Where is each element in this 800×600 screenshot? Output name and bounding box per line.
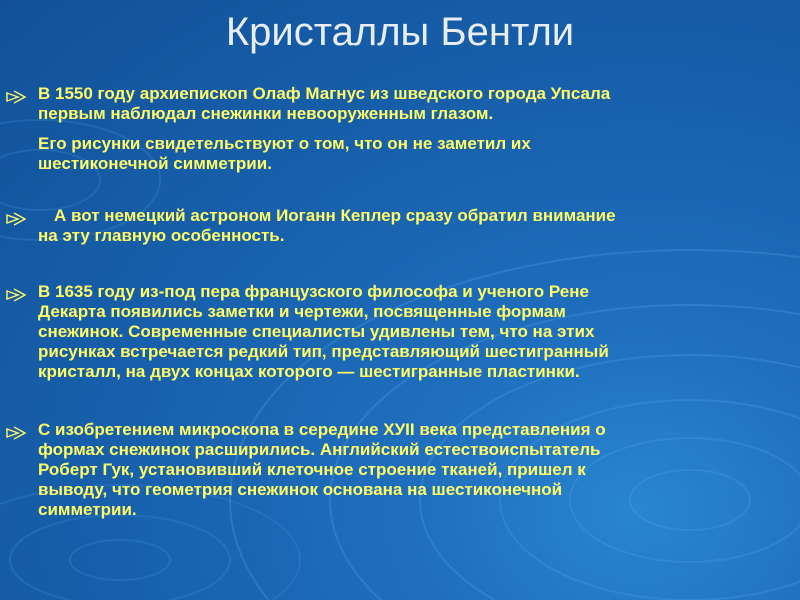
text-line: Роберт Гук, установивший клеточное строение тканей, пришел к <box>38 460 586 479</box>
text-line: В 1635 году из-под пера французского философа и ученого Рене <box>38 282 589 301</box>
text-line: А вот немецкий астроном Иоганн Кеплер сразу обратил внимание <box>54 206 616 225</box>
text-line: на эту главную особенность. <box>38 226 285 245</box>
text-line: Декарта появились заметки и чертежи, посвященные формам <box>38 302 566 321</box>
arrow-bullet-icon <box>6 288 26 302</box>
slide-title: Кристаллы Бентли <box>225 10 575 54</box>
paragraph-text <box>38 206 794 246</box>
text-line: кристалл, на двух концах которого — шестигранные пластинки. <box>38 362 580 381</box>
paragraph-text <box>38 282 794 382</box>
paragraph-text <box>38 84 794 174</box>
text-line: формах снежинок расширились. Английский естествоиспытатель <box>38 440 601 459</box>
text-line: симметрии. <box>38 500 137 519</box>
arrow-bullet-icon <box>6 90 26 104</box>
text-line: Его рисунки свидетельствуют о том, что он не заметил их <box>38 134 531 153</box>
text-line: рисунках встречается редкий тип, представляющий шестигранный <box>38 342 609 361</box>
text-line: выводу, что геометрия снежинок основана на шестиконечной <box>38 480 563 499</box>
arrow-bullet-icon <box>6 212 26 226</box>
text-line: В 1550 году архиепископ Олаф Магнус из шведского города Упсала <box>38 84 611 103</box>
text-line: первым наблюдал снежинки невооруженным глазом. <box>38 104 494 123</box>
paragraph-text <box>38 420 794 520</box>
arrow-bullet-icon <box>6 426 26 440</box>
text-line: С изобретением микроскопа в середине XУII века представления о <box>38 420 606 439</box>
text-line: шестиконечной симметрии. <box>38 154 272 173</box>
text-line: снежинок. Современные специалисты удивлены тем, что на этих <box>38 322 595 341</box>
